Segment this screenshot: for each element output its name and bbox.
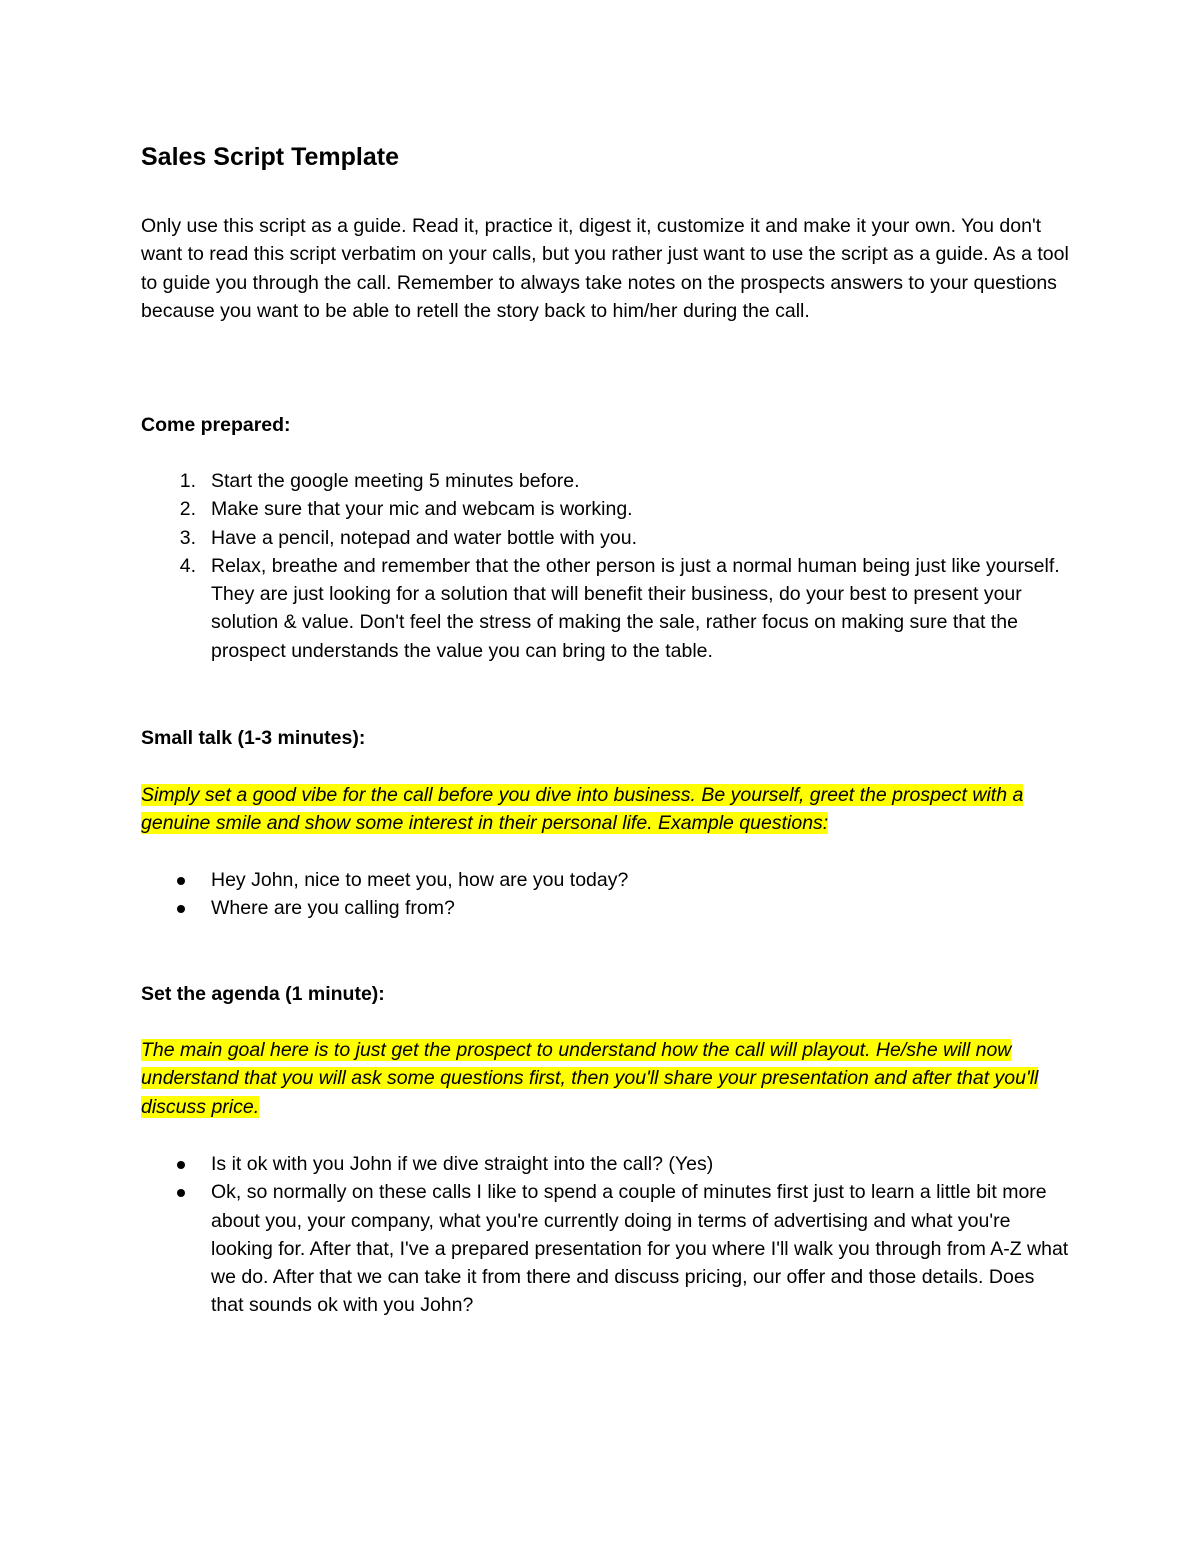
highlighted-text: Simply set a good vibe for the call before you dive into business. Be yourself, greet the prospect with a genuine smile and show some interest in their personal life. Example questions: <box>141 784 1024 835</box>
set-agenda-heading: Set the agenda (1 minute): <box>141 983 385 1005</box>
bullet-icon <box>177 877 185 885</box>
list-item-text: Have a pencil, notepad and water bottle with you. <box>211 526 638 549</box>
list-item <box>141 894 1071 922</box>
small-talk-list <box>141 866 1071 923</box>
small-talk-heading: Small talk (1-3 minutes): <box>141 727 366 749</box>
list-item <box>141 524 1071 552</box>
list-item-text: Is it ok with you John if we dive straight into the call? (Yes) <box>211 1153 714 1175</box>
list-item-text: Start the google meeting 5 minutes before. <box>211 470 580 492</box>
come-prepared-heading: Come prepared: <box>141 414 291 436</box>
set-agenda-list <box>141 1150 1071 1320</box>
list-marker: 3. <box>179 526 196 549</box>
list-item-text: Ok, so normally on these calls I like to spend a couple of minutes first just to learn a little bit more about you, your company, what you're currently doing in terms of advertising and what you're looking for. After that, I've a prepared presentation for you where I'll walk you through from A-Z what we do. After that we can take it from there and discuss pricing, our offer and those details. Does that sounds ok with you John? <box>211 1181 1069 1317</box>
list-item-text: Relax, breathe and remember that the other person is just a normal human being just like yourself. They are just looking for a solution that will benefit their business, do your best to present your solution & value. Don't feel the stress of making the sale, rather focus on making sure that the prospect understands the value you can bring to the table. <box>211 554 1060 662</box>
list-marker: 2. <box>179 498 196 521</box>
list-item <box>141 1178 1071 1319</box>
bullet-icon <box>177 1189 185 1197</box>
list-marker: 4. <box>179 554 196 577</box>
small-talk-note <box>141 781 1071 838</box>
list-item <box>141 467 1071 495</box>
highlighted-text: The main goal here is to just get the prospect to understand how the call will playout. He/she will now understand that you will ask some questions first, then you'll share your presentation and after that you'll discuss price. <box>141 1039 1039 1118</box>
bullet-icon <box>177 905 185 913</box>
list-item <box>141 866 1071 894</box>
bullet-icon <box>177 1161 185 1169</box>
page-title: Sales Script Template <box>141 143 399 171</box>
list-marker: 1. <box>179 470 196 492</box>
come-prepared-list <box>141 467 1071 665</box>
set-agenda-note <box>141 1036 1071 1121</box>
list-item <box>141 552 1071 665</box>
list-item <box>141 1150 1071 1178</box>
intro-paragraph: Only use this script as a guide. Read it, practice it, digest it, customize it and make it your own. You don't want to read this script verbatim on your calls, but you rather just want to use the script as a guide. As a tool to guide you through the call. Remember to always take notes on the prospects answers to your questions because you want to be able to retell the story back to him/her during the call. <box>141 215 1069 322</box>
list-item-text: Hey John, nice to meet you, how are you today? <box>211 869 629 891</box>
list-item-text: Make sure that your mic and webcam is working. <box>211 498 633 521</box>
list-item-text: Where are you calling from? <box>211 897 455 920</box>
list-item <box>141 495 1071 523</box>
